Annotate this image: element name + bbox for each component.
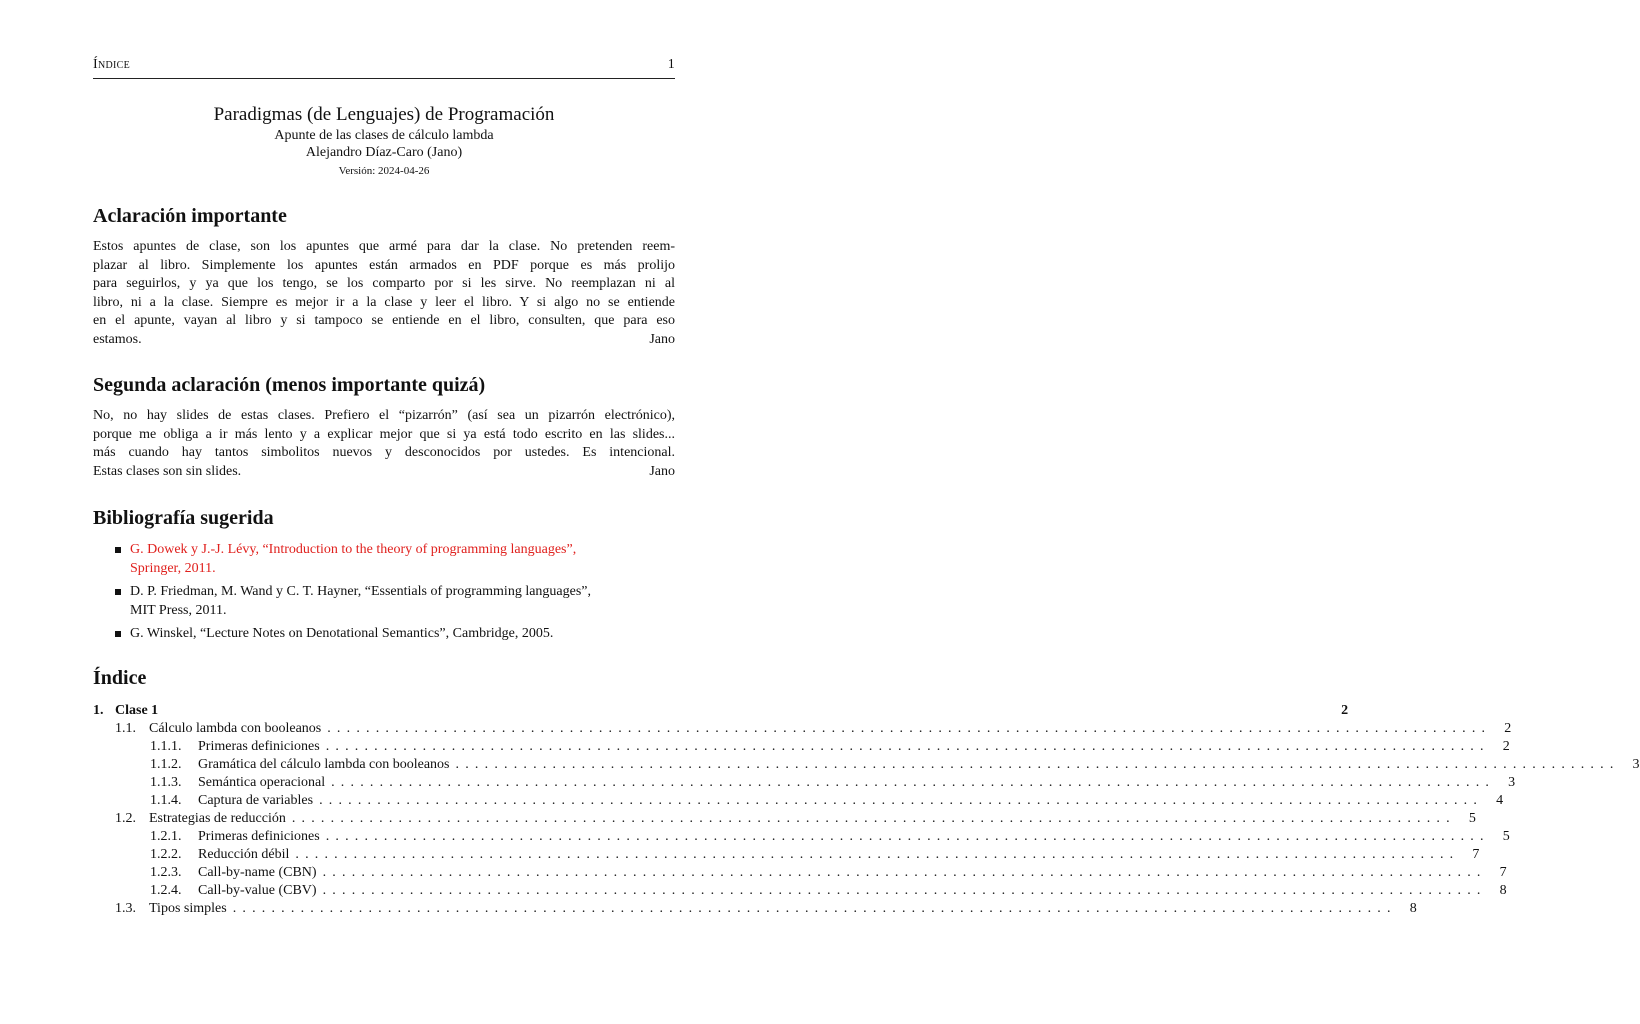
bibliography-link-item[interactable] xyxy=(93,541,675,578)
toc-page: 5 xyxy=(1502,829,1510,844)
toc-leader: ........................................................................................................................ xyxy=(455,757,1620,772)
toc-number: 1.2.1. xyxy=(150,829,182,844)
bibliography-text: D. P. Friedman, M. Wand y C. T. Hayner, “Essentials of programming languages”, xyxy=(130,584,592,599)
toc-entry[interactable] xyxy=(93,702,1349,720)
toc-page: 2 xyxy=(1502,739,1510,754)
toc-page: 7 xyxy=(1472,847,1480,862)
toc-leader: ........................................................................................................................ xyxy=(322,883,1487,898)
toc-leader: ........................................................................................................................ xyxy=(319,793,1484,808)
toc-page: 3 xyxy=(1508,775,1516,790)
toc-entry[interactable] xyxy=(93,828,1510,846)
toc-entry[interactable] xyxy=(93,882,1507,900)
bibliography-item xyxy=(93,583,675,620)
toc-label: Call-by-name (CBN) xyxy=(198,865,317,880)
toc-number: 1. xyxy=(93,703,104,718)
toc-entry[interactable] xyxy=(93,774,1516,792)
toc-page: 2 xyxy=(1341,703,1349,718)
document-version: Versión: 2024-04-26 xyxy=(338,165,430,177)
document-author: Alejandro Díaz-Caro (Jano) xyxy=(305,145,463,160)
toc-entry[interactable] xyxy=(93,900,1417,918)
section-heading-segunda: Segunda aclaración (menos importante quizá) xyxy=(93,374,486,396)
section-heading-aclaracion: Aclaración importante xyxy=(93,205,287,227)
paragraph-line: Estas clases son sin slides. xyxy=(93,463,242,479)
toc-entry[interactable] xyxy=(93,810,1476,828)
toc-number: 1.1.2. xyxy=(150,757,182,772)
toc-leader: ........................................................................................................................ xyxy=(291,811,1456,826)
toc-label: Cálculo lambda con booleanos xyxy=(149,721,322,736)
header-rule xyxy=(93,78,675,79)
paragraph-line: en el apunte, vayan al libro y si tampoco se entiende en el libro, consulten, que para eso xyxy=(93,313,675,328)
toc-label: Call-by-value (CBV) xyxy=(198,883,317,898)
paragraph-last-line xyxy=(93,331,675,350)
toc-number: 1.2.2. xyxy=(150,847,182,862)
toc-leader: ........................................................................................................................ xyxy=(322,865,1487,880)
toc-number: 1.1. xyxy=(115,721,136,736)
toc-label: Semántica operacional xyxy=(198,775,326,790)
signature: Jano xyxy=(649,331,675,347)
toc-entry[interactable] xyxy=(93,756,1640,774)
bibliography-text: Springer, 2011. xyxy=(130,560,216,576)
toc-label: Captura de variables xyxy=(198,793,314,808)
table-of-contents xyxy=(93,702,1640,918)
toc-number: 1.1.3. xyxy=(150,775,182,790)
paragraph-last-line xyxy=(93,463,675,482)
document-subtitle: Apunte de las clases de cálculo lambda xyxy=(274,128,494,143)
toc-entry[interactable] xyxy=(93,720,1512,738)
toc-entry[interactable] xyxy=(93,864,1507,882)
running-header xyxy=(93,57,675,75)
paragraph-line: Estos apuntes de clase, son los apuntes que armé para dar la clase. No pretenden reem- xyxy=(93,239,675,254)
toc-page: 7 xyxy=(1499,865,1507,880)
toc-page: 3 xyxy=(1632,757,1640,772)
bullet-icon xyxy=(115,631,121,637)
toc-number: 1.2. xyxy=(115,811,136,826)
toc-leader: ........................................................................................................................ xyxy=(232,901,1397,916)
toc-label: Estrategias de reducción xyxy=(149,811,286,826)
toc-leader: ........................................................................................................................ xyxy=(327,721,1492,736)
signature: Jano xyxy=(649,463,675,479)
toc-label: Clase 1 xyxy=(115,703,159,718)
toc-label: Reducción débil xyxy=(198,847,290,862)
toc-number: 1.1.4. xyxy=(150,793,182,808)
paragraph-line: porque me obliga a ir más lento y a explicar mejor que si ya está todo escrito en las slides... xyxy=(93,426,675,442)
toc-number: 1.2.4. xyxy=(150,883,182,898)
paragraph-line: libro, ni a la clase. Siempre es mejor ir a la clase y leer el libro. Y si algo no se entiende xyxy=(93,294,675,310)
toc-page: 8 xyxy=(1499,883,1507,898)
toc-entry[interactable] xyxy=(93,846,1480,864)
bibliography-list xyxy=(93,541,675,649)
section-heading-bibliografia: Bibliografía sugerida xyxy=(93,507,274,529)
title-block xyxy=(93,103,675,179)
bullet-icon xyxy=(115,547,121,553)
section-heading-indice: Índice xyxy=(93,667,147,689)
document-title: Paradigmas (de Lenguajes) de Programación xyxy=(213,104,555,125)
toc-leader: ........................................................................................................................ xyxy=(295,847,1460,862)
toc-label: Primeras definiciones xyxy=(198,829,320,844)
toc-number: 1.3. xyxy=(115,901,136,916)
toc-number: 1.2.3. xyxy=(150,865,182,880)
toc-page: 4 xyxy=(1496,793,1504,808)
bibliography-text: G. Winskel, “Lecture Notes on Denotational Semantics”, Cambridge, 2005. xyxy=(130,626,554,641)
paragraph-segunda xyxy=(93,407,675,481)
toc-leader: ........................................................................................................................ xyxy=(331,775,1496,790)
running-header-page-number: 1 xyxy=(667,57,675,72)
toc-page: 5 xyxy=(1468,811,1476,826)
paragraph-line: No, no hay slides de estas clases. Prefiero el “pizarrón” (así sea un pizarrón electrónico), xyxy=(93,408,675,423)
bibliography-text: MIT Press, 2011. xyxy=(130,602,227,618)
bullet-icon xyxy=(115,589,121,595)
paragraph-line: estamos. xyxy=(93,331,142,347)
toc-label: Primeras definiciones xyxy=(198,739,320,754)
paragraph-aclaracion xyxy=(93,238,675,349)
paragraph-line: para seguirlos, y ya que los tengo, se los comparto por si les sirve. No reemplazan ni al xyxy=(93,276,675,291)
toc-page: 8 xyxy=(1409,901,1417,916)
bibliography-text: G. Dowek y J.-J. Lévy, “Introduction to the theory of programming languages”, xyxy=(130,542,577,557)
toc-label: Gramática del cálculo lambda con booleanos xyxy=(198,757,450,772)
running-header-title: Índice xyxy=(93,57,131,72)
bibliography-item xyxy=(93,625,675,644)
toc-number: 1.1.1. xyxy=(150,739,182,754)
toc-label: Tipos simples xyxy=(149,901,227,916)
paragraph-line: plazar al libro. Simplemente los apuntes están armados en PDF porque es más prolijo xyxy=(93,257,675,273)
paragraph-line: más cuando hay tantos simbolitos nuevos y desconocidos por ustedes. Es intencional. xyxy=(93,445,675,460)
toc-leader: ........................................................................................................................ xyxy=(325,739,1490,754)
toc-page: 2 xyxy=(1504,721,1512,736)
toc-leader: ........................................................................................................................ xyxy=(325,829,1490,844)
toc-entry[interactable] xyxy=(93,792,1504,810)
toc-entry[interactable] xyxy=(93,738,1510,756)
